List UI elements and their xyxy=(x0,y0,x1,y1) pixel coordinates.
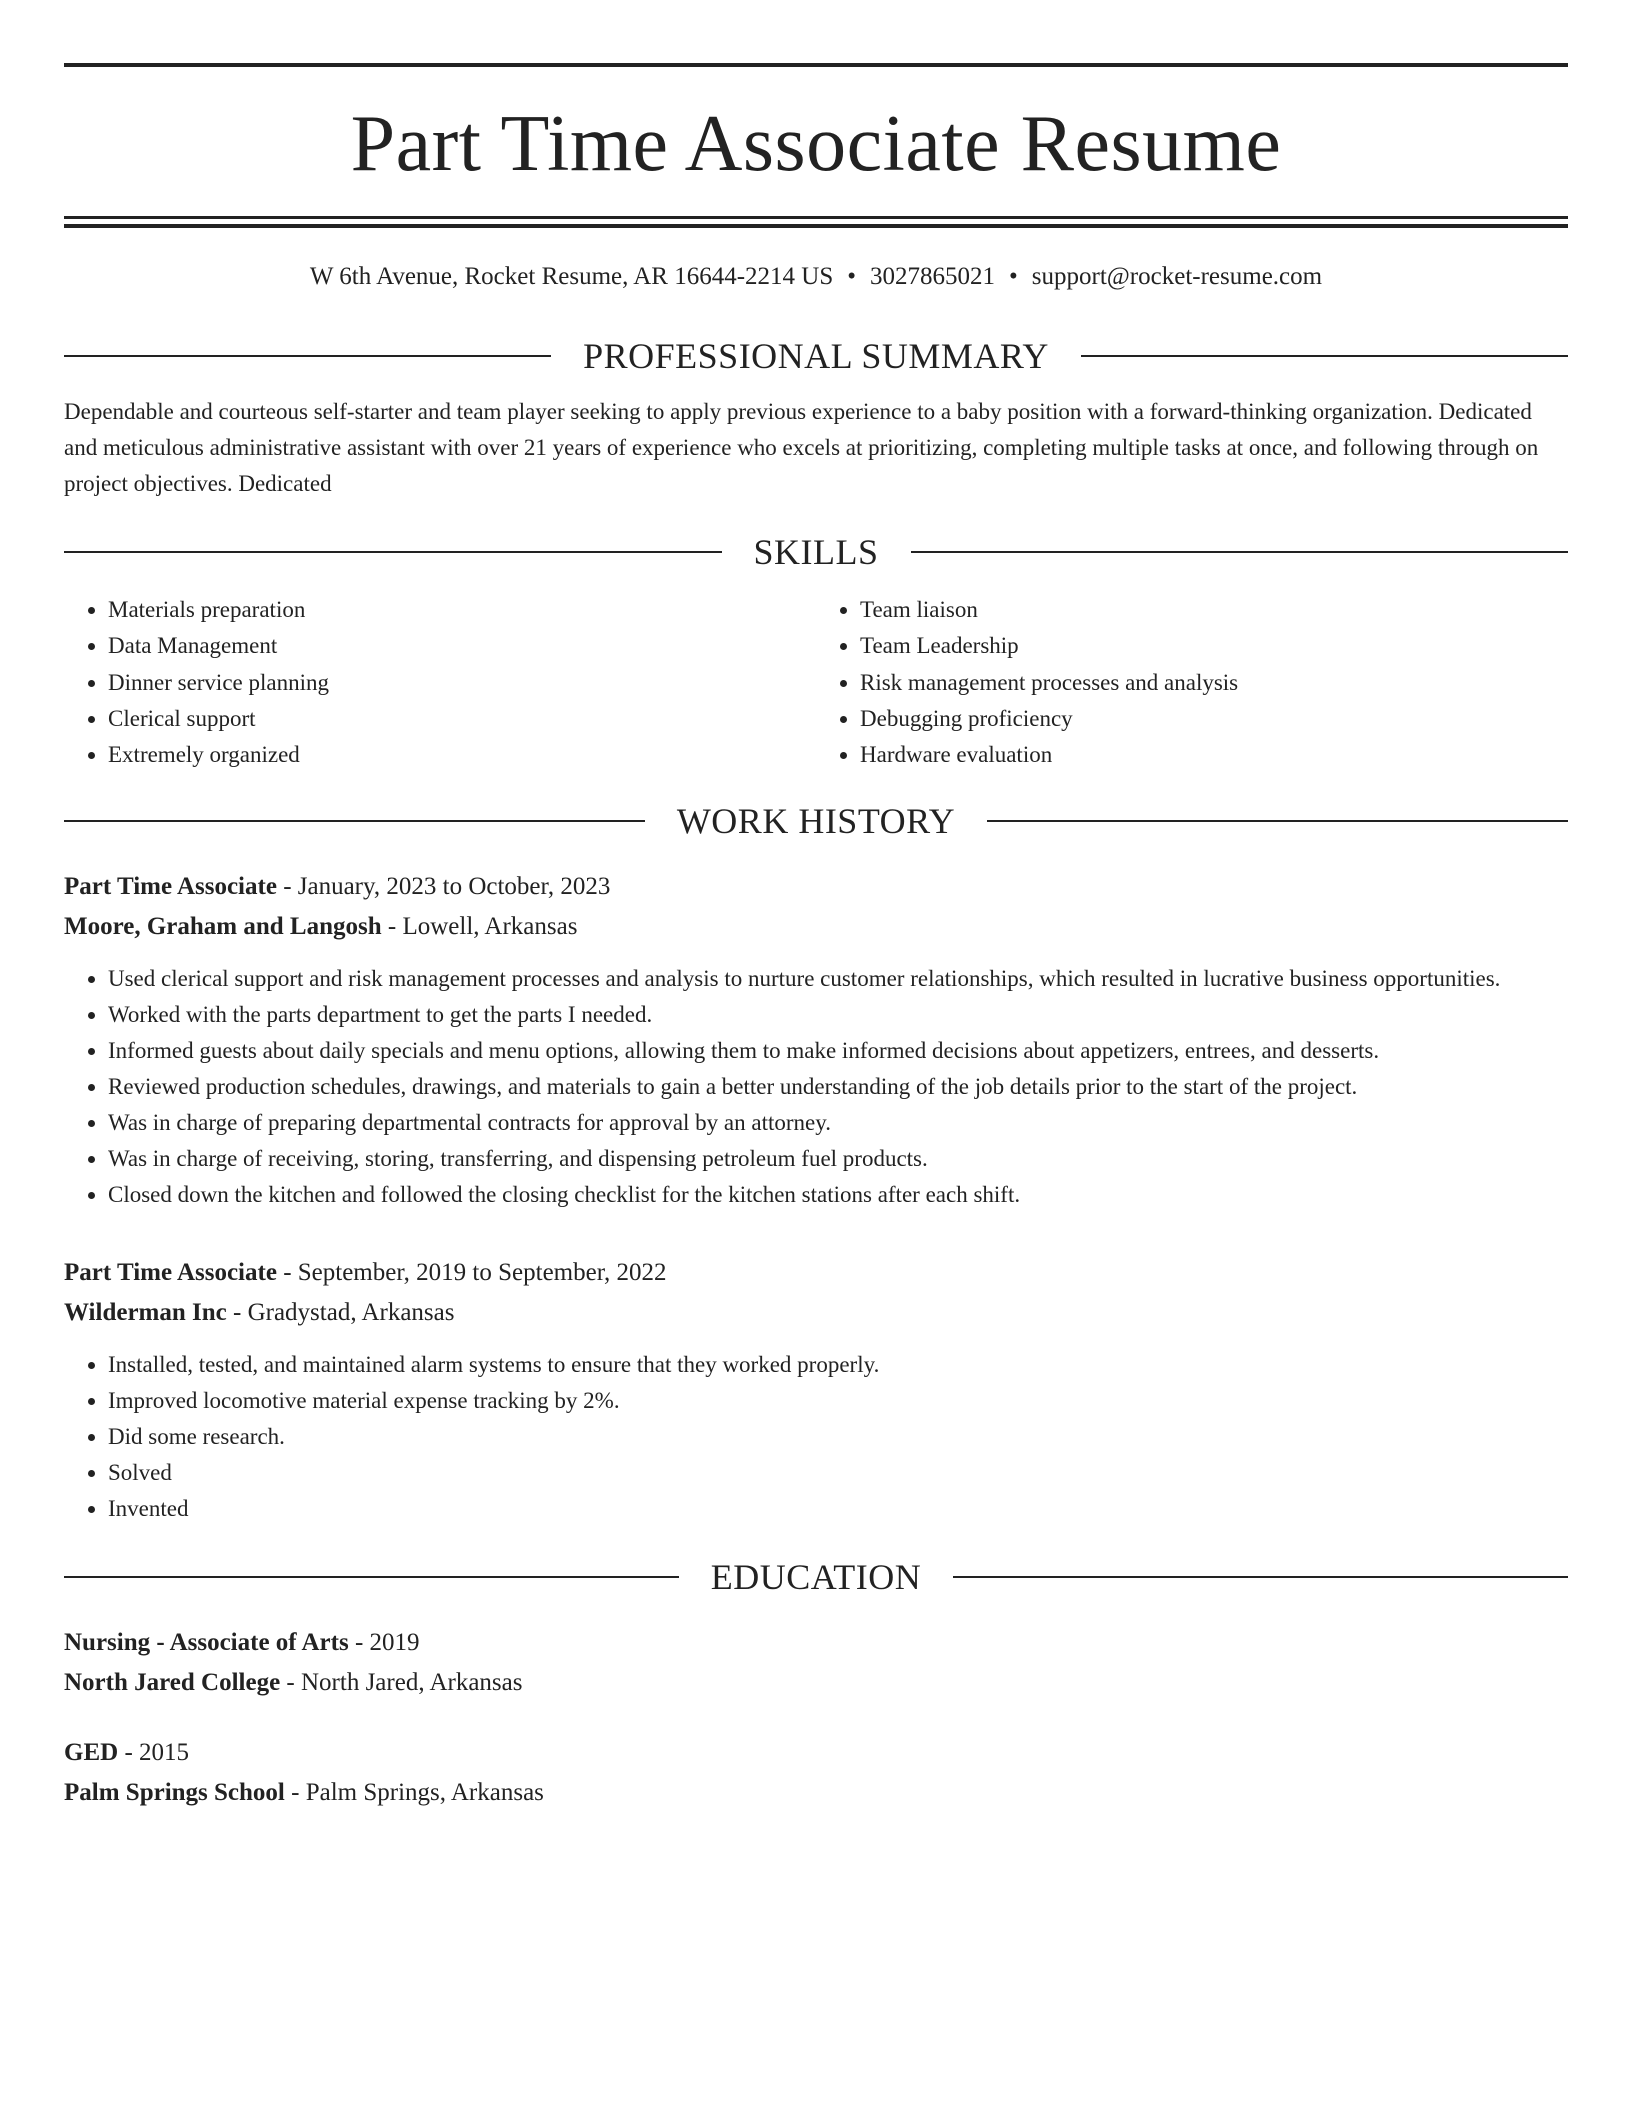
education-entry xyxy=(64,1623,1568,1703)
heading-rule-left xyxy=(64,355,551,357)
job-bullets xyxy=(64,1347,1568,1527)
job-bullet: • Used clerical support and risk management processes and analysis to nurture customer relationships, which resulted in lucrative business opportunities. xyxy=(108,961,1568,997)
skill-item: • Dinner service planning xyxy=(108,665,816,701)
job-bullet: • Reviewed production schedules, drawings, and materials to gain a better understanding of the job details prior to the start of the project. xyxy=(108,1069,1568,1105)
summary-text: Dependable and courteous self-starter and team player seeking to apply previous experience to a baby position with a forward-thinking organization. Dedicated and meticulous administrative assistant with over 21 years of experience who excels at prioritizing, completing multiple tasks at once, and following through on project objectives. Dedicated xyxy=(64,399,1539,496)
education-degree-line xyxy=(64,1733,1568,1773)
job-bullet: • Invented xyxy=(108,1491,1568,1527)
education-school-line xyxy=(64,1663,1568,1703)
skills-heading-label: SKILLS xyxy=(753,532,879,572)
job-location: - Lowell, Arkansas xyxy=(381,913,578,941)
skill-item: • Materials preparation xyxy=(108,592,816,628)
job-bullet: • Installed, tested, and maintained alarm systems to ensure that they worked properly. xyxy=(108,1347,1568,1383)
heading-rule-right xyxy=(911,551,1569,553)
heading-rule-right xyxy=(987,820,1568,822)
job-location: - Gradystad, Arkansas xyxy=(226,1299,455,1327)
skills-heading xyxy=(64,530,1568,574)
job-bullet: • Worked with the parts department to get the parts I needed. xyxy=(108,997,1568,1033)
job-dates: - January, 2023 to October, 2023 xyxy=(276,873,611,901)
education-year: - 2015 xyxy=(118,1739,190,1767)
heading-rule-right xyxy=(953,1576,1568,1578)
contact-phone: 3027865021 xyxy=(870,263,996,290)
job-bullet: • Informed guests about daily specials and menu options, allowing them to make informed decisions about appetizers, entrees, and desserts. xyxy=(108,1033,1568,1069)
job-bullets xyxy=(64,961,1568,1213)
job-entry xyxy=(64,1253,1568,1527)
job-bullet: • Was in charge of receiving, storing, transferring, and dispensing petroleum fuel products. xyxy=(108,1141,1568,1177)
skills-column-left xyxy=(64,592,816,773)
work-history-heading xyxy=(64,799,1568,843)
contact-line xyxy=(64,262,1568,292)
job-title: Part Time Associate xyxy=(64,873,277,901)
job-bullet: • Closed down the kitchen and followed the closing checklist for the kitchen stations after each shift. xyxy=(108,1177,1568,1213)
job-dates: - September, 2019 to September, 2022 xyxy=(276,1259,667,1287)
job-company-line xyxy=(64,907,1568,947)
skill-item: • Extremely organized xyxy=(108,737,816,773)
work-history-heading-label: WORK HISTORY xyxy=(676,801,956,842)
skill-item: • Hardware evaluation xyxy=(860,737,1568,773)
contact-separator: • xyxy=(1009,263,1018,290)
education-school: North Jared College xyxy=(64,1669,281,1697)
job-title: Part Time Associate xyxy=(64,1259,277,1287)
job-company: Wilderman Inc xyxy=(64,1299,227,1327)
heading-rule-left xyxy=(64,820,645,822)
job-bullet: • Did some research. xyxy=(108,1419,1568,1455)
job-title-line xyxy=(64,1253,1568,1293)
resume-page xyxy=(64,0,1568,1813)
job-bullet: • Solved xyxy=(108,1455,1568,1491)
skill-item: • Debugging proficiency xyxy=(860,701,1568,737)
resume-title: Part Time Associate Resume xyxy=(350,100,1282,188)
job-entry xyxy=(64,867,1568,1213)
education-year: - 2019 xyxy=(348,1629,420,1657)
education-heading-label: EDUCATION xyxy=(710,1557,922,1598)
heading-rule-right xyxy=(1081,355,1568,357)
job-bullet: • Was in charge of preparing departmental contracts for approval by an attorney. xyxy=(108,1105,1568,1141)
education-school: Palm Springs School xyxy=(64,1779,285,1807)
job-company-line xyxy=(64,1293,1568,1333)
summary-heading-label: PROFESSIONAL SUMMARY xyxy=(583,336,1049,376)
education-degree-line xyxy=(64,1623,1568,1663)
title-double-rule xyxy=(64,216,1568,228)
heading-rule-left xyxy=(64,1576,679,1578)
contact-address: W 6th Avenue, Rocket Resume, AR 16644-2214 US xyxy=(309,263,834,290)
skill-item: • Data Management xyxy=(108,628,816,664)
job-title-line xyxy=(64,867,1568,907)
education-degree: GED xyxy=(64,1739,119,1767)
top-rule xyxy=(64,63,1568,67)
skill-item: • Risk management processes and analysis xyxy=(860,665,1568,701)
education-location: - North Jared, Arkansas xyxy=(280,1669,523,1697)
education-degree: Nursing - Associate of Arts xyxy=(64,1629,349,1657)
skill-item: • Team liaison xyxy=(860,592,1568,628)
skill-item: • Team Leadership xyxy=(860,628,1568,664)
education-heading xyxy=(64,1555,1568,1599)
job-bullet: • Improved locomotive material expense tracking by 2%. xyxy=(108,1383,1568,1419)
job-company: Moore, Graham and Langosh xyxy=(64,913,382,941)
heading-rule-left xyxy=(64,551,722,553)
contact-separator: • xyxy=(847,263,857,290)
summary-heading xyxy=(64,334,1568,378)
education-school-line xyxy=(64,1773,1568,1813)
skills-list xyxy=(64,592,1568,773)
contact-email: support@rocket-resume.com xyxy=(1031,263,1323,290)
education-entry xyxy=(64,1733,1568,1813)
education-location: - Palm Springs, Arkansas xyxy=(284,1779,544,1807)
skills-column-right xyxy=(816,592,1568,773)
skill-item: • Clerical support xyxy=(108,701,816,737)
